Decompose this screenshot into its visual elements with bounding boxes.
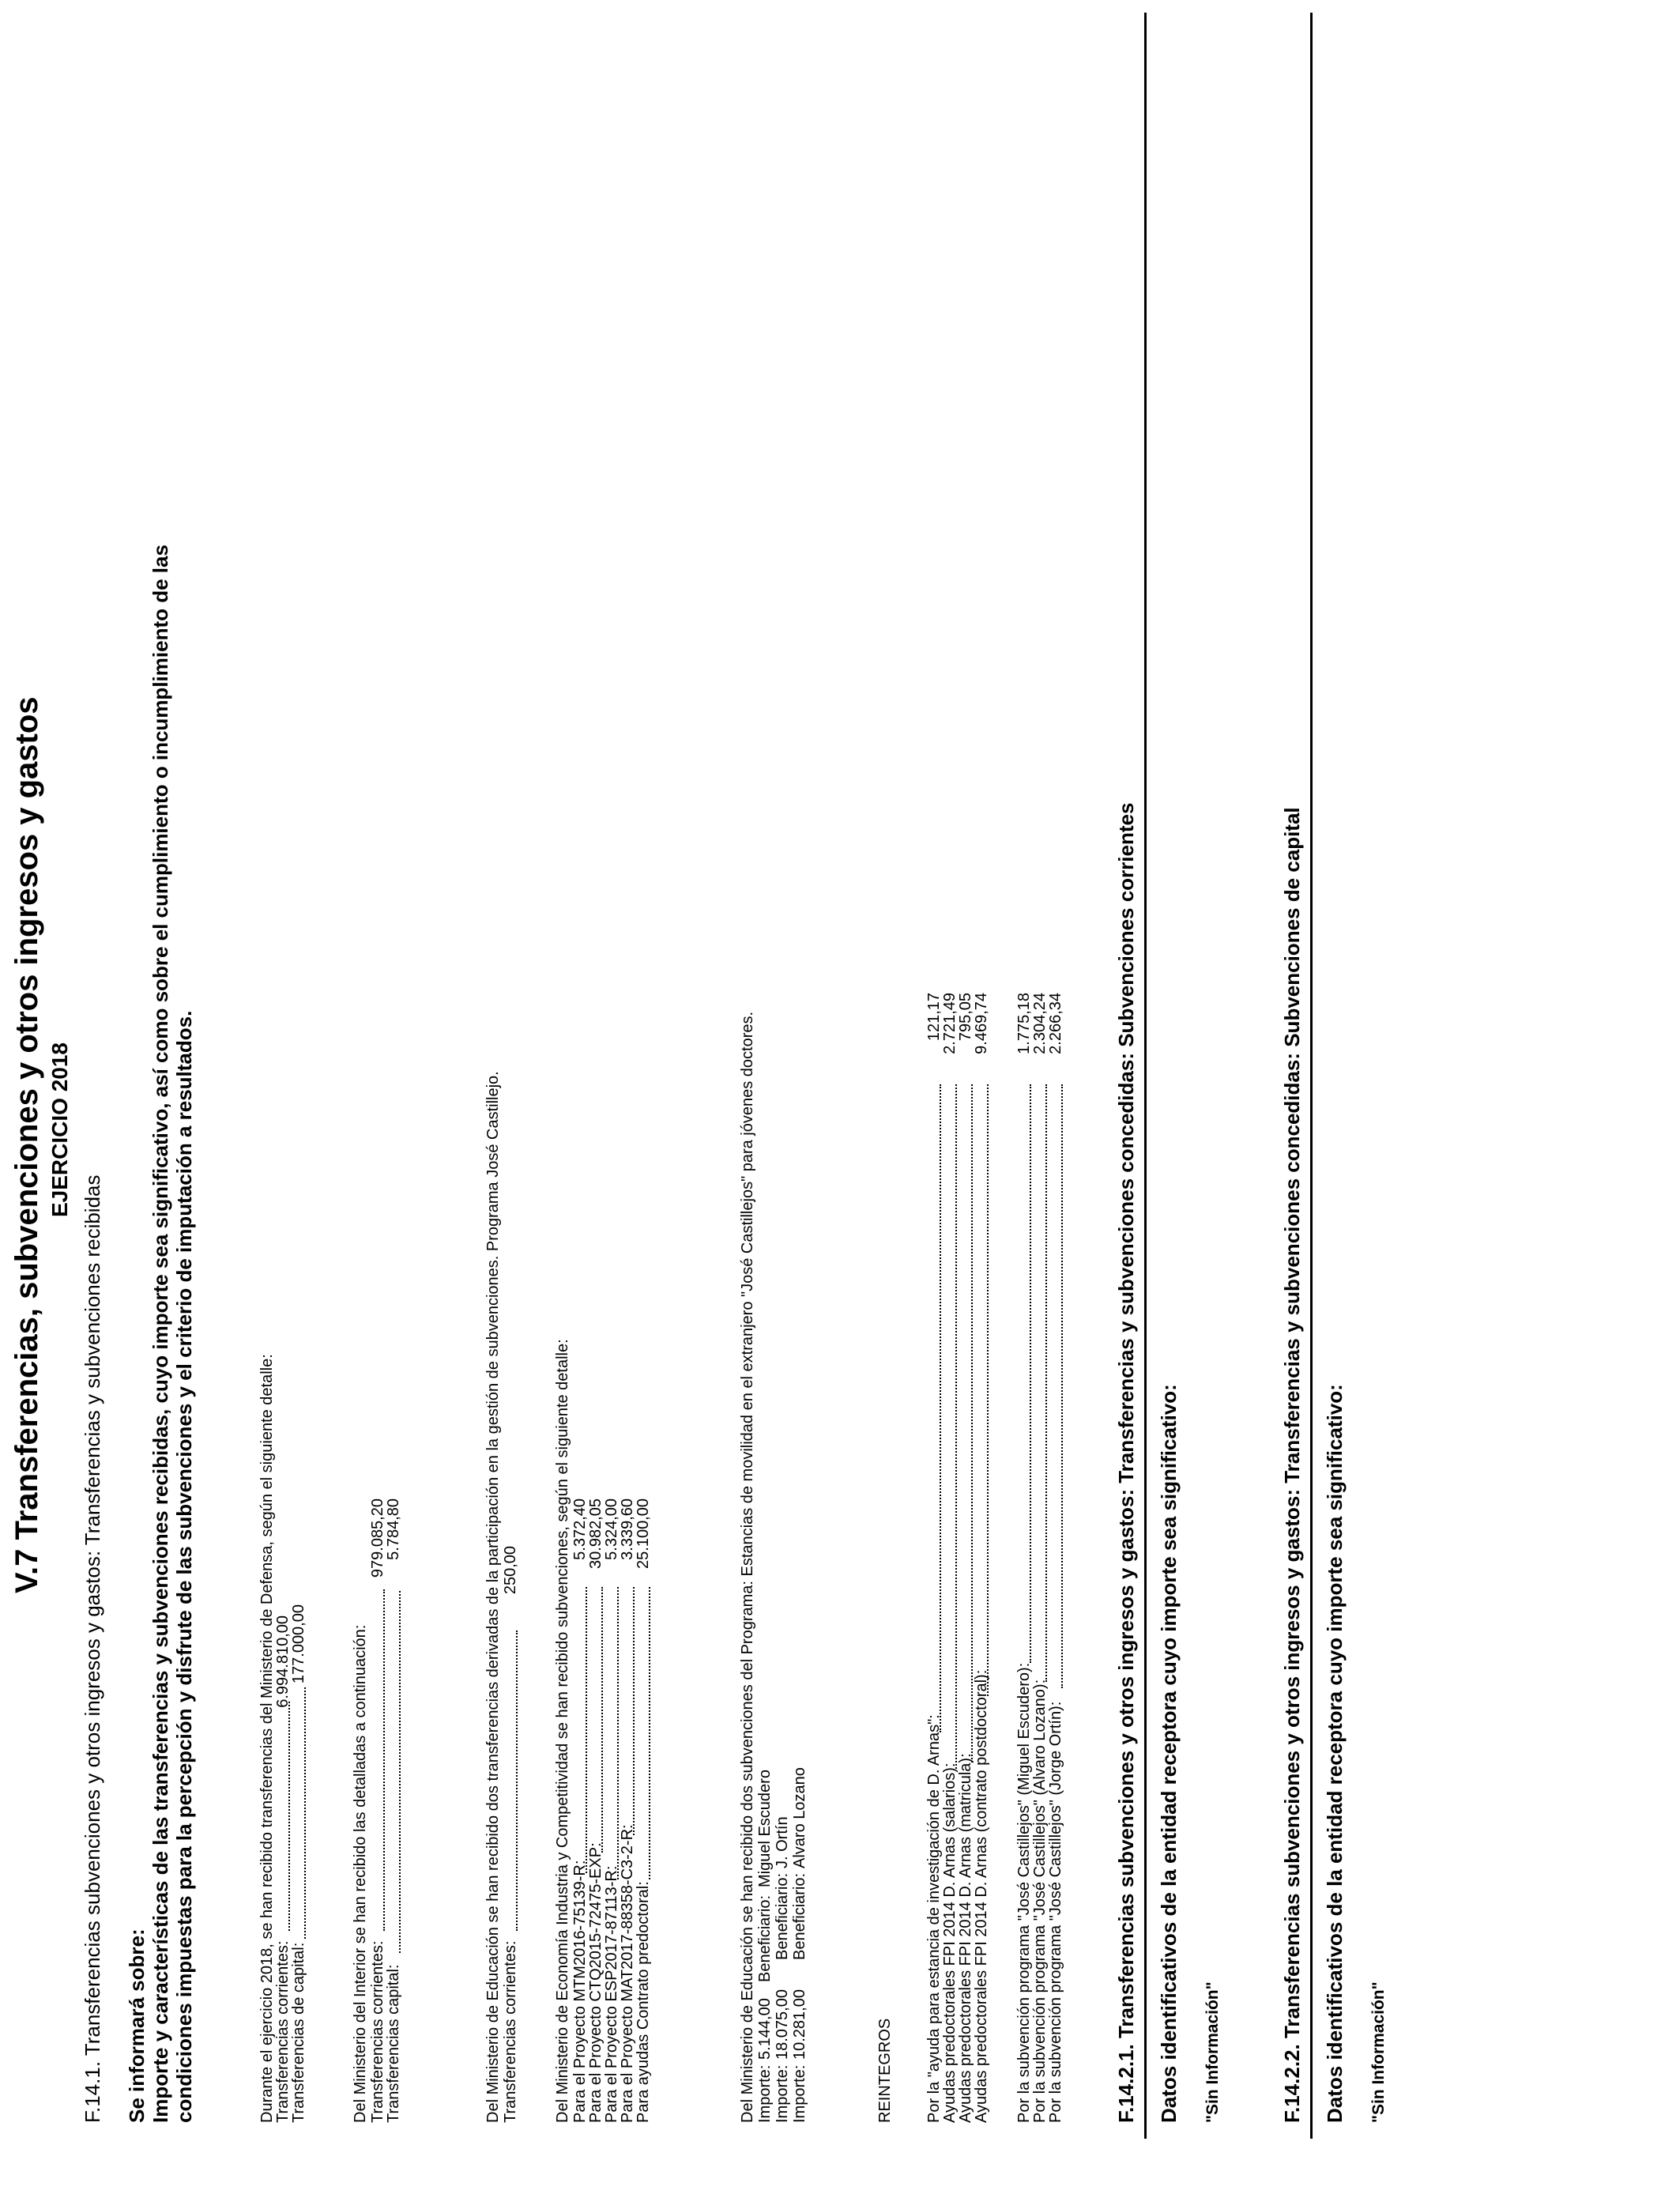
row-label: Por la subvención programa "José Castillejos" (Jorge Ortín):: [1047, 1701, 1064, 2123]
row-label: Transferencias corrientes:: [369, 1940, 386, 2123]
row-label: Por la subvención programa "José Castillejos" (Alvaro Lozano):: [1031, 1679, 1049, 2123]
educacion-intro: Del Ministerio de Educación se han recibido dos transferencias derivadas de la participación en la gestión de subvenciones. Programa José Castillejo.: [484, 1071, 502, 2123]
leader-dots: [586, 1587, 587, 1873]
row-value: 5.324,00: [603, 1498, 620, 1560]
importe-label: Importe:: [756, 2064, 774, 2123]
movilidad-intro: Del Ministerio de Educación se han recibido dos subvenciones del Programa: Estancias de movilidad en el extranjero "José Castillejos" para jóvenes doctores.: [739, 1011, 756, 2123]
reintegros-heading: REINTEGROS: [876, 2018, 894, 2123]
row-value: 2.304,24: [1031, 993, 1049, 1054]
section-heading-f141: F.14.1. Transferencias subvenciones y otros ingresos y gastos: Transferencias y subvenciones recibidas: [81, 1174, 104, 2123]
intro-text-line: Importe y características de las transferencias y subvenciones recibidas, cuyo importe sea significativo, así como sobre el cumplimiento o incumplimiento de las: [149, 545, 172, 2123]
row-label: Transferencias corrientes:: [502, 1940, 519, 2123]
row-label: Para el Proyecto MTM2016-75139-R:: [571, 1860, 589, 2123]
row-value: 121,17: [925, 993, 943, 1042]
leader-dots: [633, 1587, 635, 1835]
row-value: 5.784,80: [385, 1498, 402, 1560]
row-label: Por la subvención programa "José Castillejos" (Miguel Escudero):: [1015, 1662, 1033, 2123]
leader-dots: [399, 1591, 401, 1953]
section-divider: [1144, 13, 1147, 2139]
row-value: 250,00: [502, 1546, 519, 1595]
leader-dots: [971, 1084, 973, 1762]
row-value: 979.085,20: [369, 1498, 386, 1578]
section-heading-f1421: F.14.2.1. Transferencias subvenciones y otros ingresos y gastos: Transferencias y subvenciones concedidas: Subvenciones corrientes: [1114, 802, 1138, 2123]
leader-dots: [649, 1587, 650, 1879]
leader-dots: [516, 1630, 518, 1931]
leader-dots: [987, 1084, 989, 1696]
row-label: Transferencias de capital:: [290, 1942, 307, 2123]
beneficiario-label: Beneficiario:: [756, 1894, 774, 1982]
row-value: 2.266,34: [1047, 993, 1064, 1054]
interior-intro: Del Ministerio del Interior se han recibido las detalladas a continuación:: [352, 1624, 369, 2123]
row-value: 177.000,00: [290, 1604, 307, 1684]
row-label: Para el Proyecto MAT2017-88358-C3-2-R:: [619, 1824, 636, 2123]
row-value: 2.721,49: [941, 993, 959, 1054]
leader-dots: [1030, 1084, 1031, 1663]
row-value: 25.100,00: [635, 1498, 652, 1569]
row-label: Ayudas predoctorales FPI 2014 D. Arnas (salarios):: [941, 1762, 959, 2123]
leader-dots: [304, 1687, 306, 1939]
beneficiario-label: Beneficiario:: [774, 1872, 791, 1960]
row-label: Por la "ayuda para estancia de investigación de D. Arnas":: [925, 1714, 943, 2123]
row-value: 30.982,05: [587, 1498, 605, 1569]
row-value: 9.469,74: [973, 993, 990, 1054]
beneficiario-label: Beneficiario:: [791, 1872, 808, 1960]
importe-label: Importe:: [774, 2064, 791, 2123]
page-title: V.7 Transferencias, subvenciones y otros ingresos y gastos: [9, 696, 44, 1593]
leader-dots: [601, 1587, 603, 1853]
beneficiario-name: J. Ortín: [774, 1816, 791, 1868]
economia-intro: Del Ministerio de Economía Industria y Competitividad se han recibido subvenciones, según el siguiente detalle:: [554, 1339, 571, 2123]
leader-dots: [955, 1084, 957, 1769]
beneficiario-name: Miguel Escudero: [756, 1770, 774, 1887]
row-value: 1.775,18: [1015, 993, 1033, 1054]
leader-dots: [940, 1084, 941, 1732]
row-label: Para ayudas Contrato predoctoral:: [635, 1881, 652, 2123]
row-label: Transferencias corrientes:: [274, 1940, 292, 2123]
row-value: 5.372,40: [571, 1498, 589, 1560]
beneficiario-name: Alvaro Lozano: [791, 1767, 808, 1868]
leader-dots: [288, 1702, 290, 1931]
row-value: 795,05: [957, 993, 974, 1042]
importe-label: Importe:: [791, 2064, 808, 2123]
sin-informacion: "Sin Información": [1369, 1981, 1388, 2123]
leader-dots: [1045, 1084, 1047, 1682]
leader-dots: [1061, 1084, 1063, 1688]
page-subtitle: EJERCICIO 2018: [47, 1042, 72, 1217]
section-heading-f1422: F.14.2.2. Transferencias subvenciones y otros ingresos y gastos: Transferencias y subvenciones concedidas: Subvenciones de capital: [1280, 807, 1304, 2123]
row-label: Para el Proyecto CTQ2015-72475-EXP:: [587, 1842, 605, 2123]
leader-dots: [383, 1589, 385, 1931]
defensa-intro: Durante el ejercicio 2018, se han recibido transferencias del Ministerio de Defensa, según el siguiente detalle:: [258, 1354, 276, 2123]
importe-value: 10.281,00: [791, 1989, 808, 2060]
intro-label: Se informará sobre:: [125, 1928, 149, 2123]
row-value: 6.994.810,00: [274, 1615, 292, 1708]
importe-value: 5.144,00: [756, 1998, 774, 2060]
intro-text-line: condiciones impuestas para la percepción y disfrute de las subvenciones y el criterio de imputación a resultados.: [172, 1010, 196, 2123]
datos-receptora-label: Datos identificativos de la entidad receptora cuyo importe sea significativo:: [1157, 1384, 1181, 2123]
sin-informacion: "Sin Información": [1203, 1981, 1222, 2123]
importe-value: 18.075,00: [774, 1989, 791, 2060]
section-divider: [1310, 13, 1313, 2139]
row-label: Ayudas predoctorales FPI 2014 D. Arnas (contrato postdoctoral):: [973, 1669, 990, 2123]
row-label: Ayudas predoctorales FPI 2014 D. Arnas (matricula):: [957, 1753, 974, 2123]
row-label: Transferencias capital:: [385, 1964, 402, 2123]
row-label: Para el Proyecto ESP2017-87113-R:: [603, 1865, 620, 2123]
datos-receptora-label: Datos identificativos de la entidad receptora cuyo importe sea significativo:: [1323, 1384, 1347, 2123]
row-value: 3.339,60: [619, 1498, 636, 1560]
